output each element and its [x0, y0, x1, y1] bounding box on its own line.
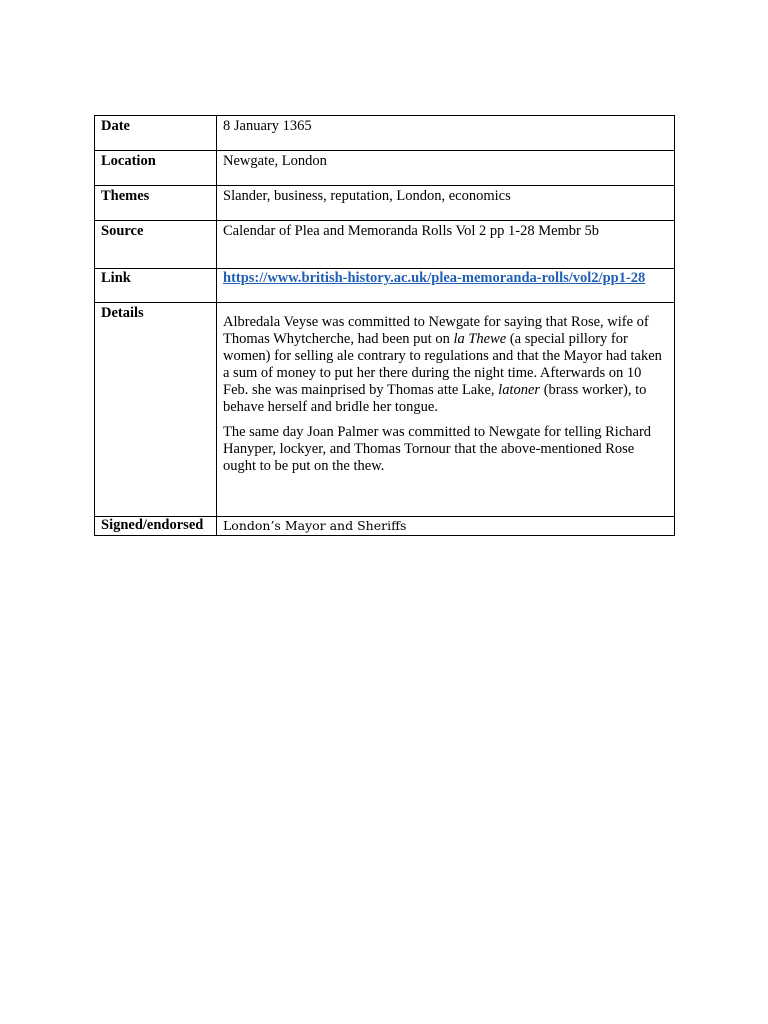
details-text-part: (brass worker), to behave herself and bridle her tongue.	[223, 382, 647, 415]
row-link	[95, 269, 675, 303]
details-cell	[217, 303, 675, 517]
record-table	[94, 115, 675, 536]
row-signed	[95, 517, 675, 536]
details-paragraph-1	[223, 314, 668, 416]
themes-value: Slander, business, reputation, London, economics	[217, 186, 675, 221]
row-source	[95, 221, 675, 269]
source-label: Source	[95, 221, 217, 269]
details-text-part: (a special pillory for women) for selling ale contrary to regulations and that the Mayor had taken a sum of money to put her there during the night time. Afterwards on 10 Feb. she was mainprised by Thomas atte Lake,	[223, 331, 662, 398]
details-text	[223, 305, 668, 475]
details-italic-term: la Thewe	[453, 331, 507, 347]
location-label: Location	[95, 151, 217, 186]
details-label: Details	[95, 303, 217, 517]
details-paragraph-2: The same day Joan Palmer was committed to Newgate for telling Richard Hanyper, lockyer, and Thomas Tornour that the above-mentioned Rose ought to be put on the thew.	[223, 424, 652, 474]
date-label: Date	[95, 116, 217, 151]
signed-value: London’s Mayor and Sheriffs	[217, 517, 675, 536]
signed-label: Signed/endorsed	[95, 517, 217, 536]
source-value: Calendar of Plea and Memoranda Rolls Vol 2 pp 1-28 Membr 5b	[217, 221, 675, 269]
link-cell	[217, 269, 675, 303]
location-value: Newgate, London	[217, 151, 675, 186]
link-label: Link	[95, 269, 217, 303]
details-text-part: Albredala Veyse was committed to Newgate for saying that Rose, wife of Thomas Whytcherche, had been put on	[223, 314, 649, 347]
row-themes	[95, 186, 675, 221]
source-link[interactable]: https://www.british-history.ac.uk/plea-memoranda-rolls/vol2/pp1-28	[223, 270, 646, 286]
row-location	[95, 151, 675, 186]
row-details	[95, 303, 675, 517]
themes-label: Themes	[95, 186, 217, 221]
row-date	[95, 116, 675, 151]
details-italic-term: latoner	[498, 382, 541, 398]
date-value: 8 January 1365	[217, 116, 675, 151]
